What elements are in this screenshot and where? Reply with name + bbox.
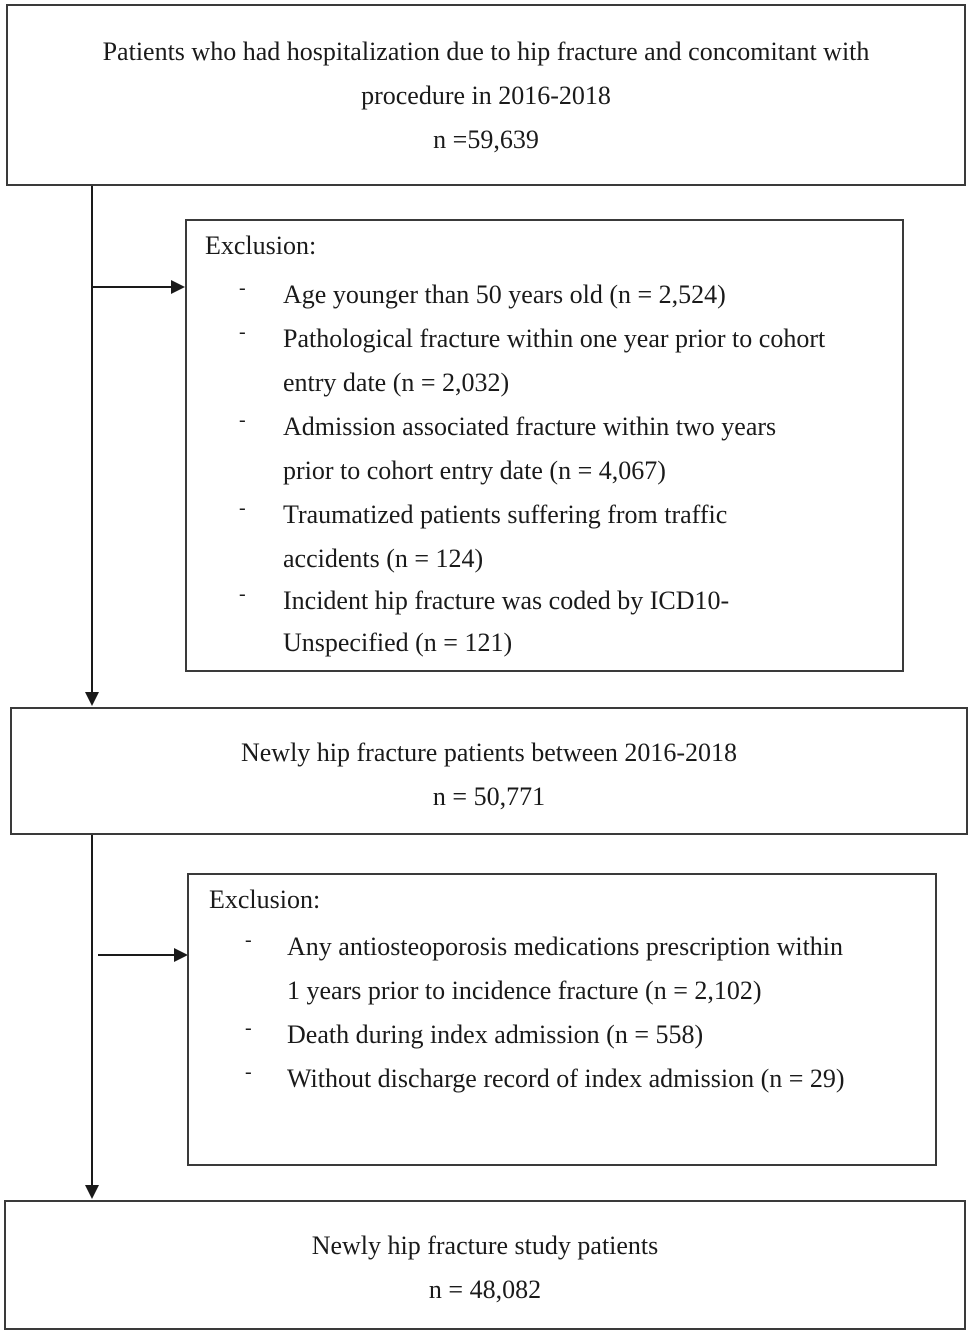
newly-hip-fracture-text: Newly hip fracture patients between 2016-2018: [240, 738, 737, 767]
bullet-dash: -: [245, 1017, 252, 1039]
exclusion-box-2: Exclusion: - Any antiosteoporosis medications prescription within 1 years prior to incidence fracture (n = 2,102) - Death during index admission (n = 558) - Without discharge record of index admission (n = 29): [187, 873, 937, 1166]
bullet-dash: -: [239, 497, 246, 519]
study-patients-count: n = 48,082: [428, 1275, 542, 1304]
bullet-dash: -: [239, 409, 246, 431]
bullet-dash: -: [239, 277, 246, 299]
bullet-dash: -: [245, 929, 252, 951]
connector-line-2: [91, 835, 93, 1185]
branch-line-1: [91, 286, 171, 288]
connector-line-1: [91, 186, 93, 692]
initial-cohort-count: n =59,639: [433, 125, 539, 154]
exclusion-2-title: Exclusion:: [209, 885, 321, 914]
bullet-dash: -: [239, 321, 246, 343]
study-patients-text: Newly hip fracture study patients: [311, 1231, 659, 1260]
arrow-right-icon: [174, 948, 188, 962]
arrow-down-icon: [85, 1185, 99, 1199]
study-patients-box: [4, 1200, 966, 1330]
initial-cohort-text-line1: Patients who had hospitalization due to hip fracture and concomitant with: [102, 37, 870, 66]
newly-hip-fracture-count: n = 50,771: [432, 782, 546, 811]
newly-hip-fracture-box: [10, 707, 968, 835]
initial-cohort-box: [6, 4, 966, 186]
arrow-down-icon: [85, 692, 99, 706]
exclusion-1-title: Exclusion:: [205, 231, 317, 260]
initial-cohort-text-line2: procedure in 2016-2018: [361, 81, 611, 110]
bullet-dash: -: [239, 583, 246, 605]
branch-line-2: [98, 954, 174, 956]
arrow-right-icon: [171, 280, 185, 294]
bullet-dash: -: [245, 1061, 252, 1083]
exclusion-box-1: Exclusion: - Age younger than 50 years old (n = 2,524) - Pathological fracture within one year prior to cohort entry date (n = 2,032) - Admission associated fracture within two years prior to cohort entry date (n = 4,067) - Traumatized patients suffering from traffic accidents (n = 124) - Incident hip fracture was coded by ICD10- Unspecified (n = 121): [185, 219, 904, 672]
